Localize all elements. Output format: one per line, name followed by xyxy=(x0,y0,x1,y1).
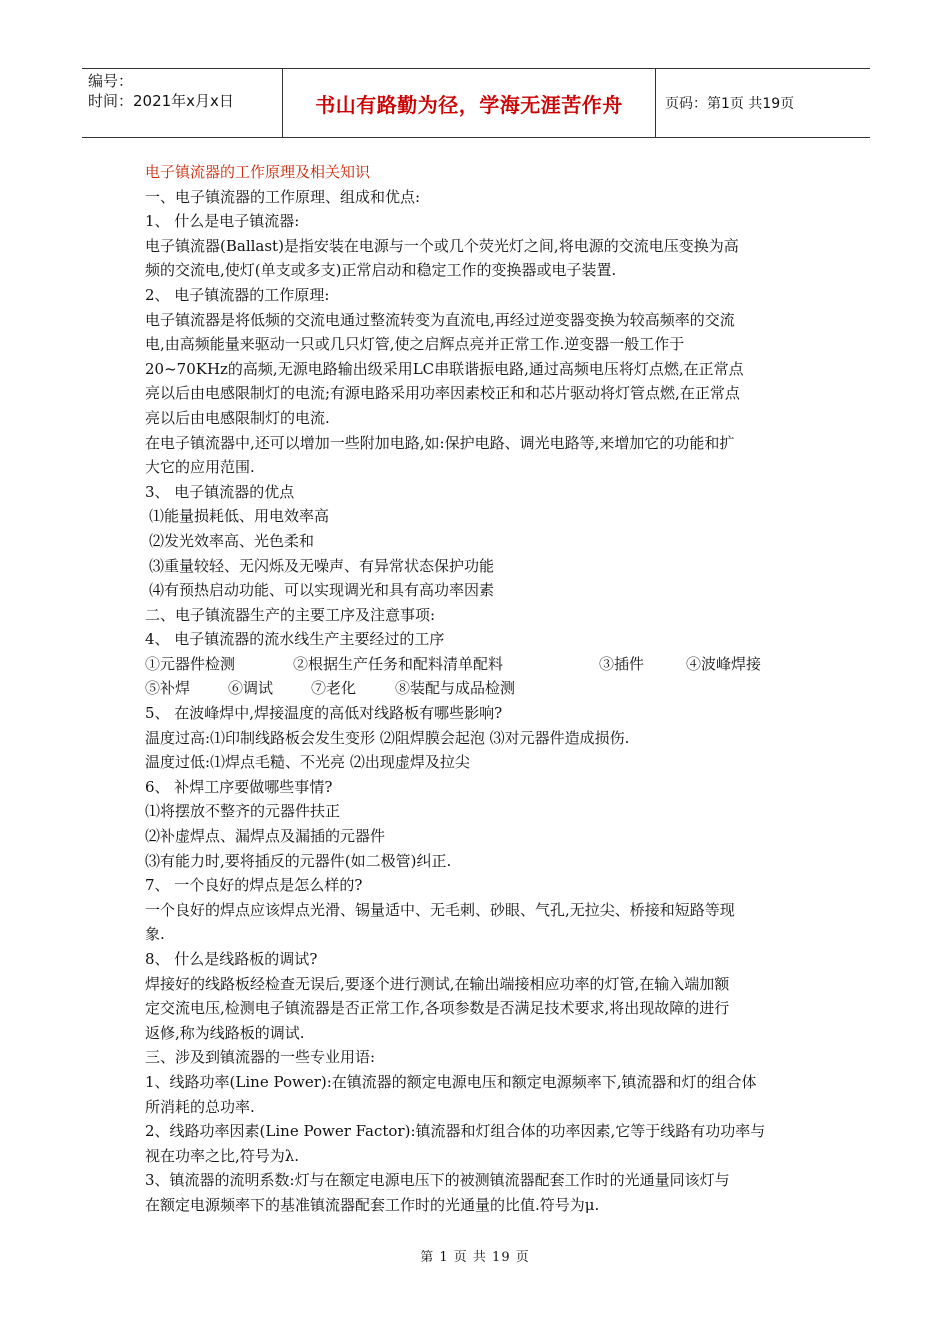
process-step: ⑤补焊 xyxy=(145,679,191,698)
text-line: 4、 电子镇流器的流水线生产主要经过的工序 xyxy=(145,630,445,649)
text-line: 2、线路功率因素(Line Power Factor):镇流器和灯组合体的功率因素,它等于线路有功功率与 xyxy=(145,1122,766,1141)
text-line: 1、线路功率(Line Power):在镇流器的额定电源电压和额定电源频率下,镇流器和灯的组合体 xyxy=(145,1072,757,1091)
text-line: 定交流电压,检测电子镇流器是否正常工作,各项参数是否满足技术要求,将出现故障的进行 xyxy=(145,999,730,1018)
text-line: 二、电子镇流器生产的主要工序及注意事项: xyxy=(145,605,436,624)
text-line: 3、镇流器的流明系数:灯与在额定电源电压下的被测镇流器配套工作时的光通量同该灯与 xyxy=(145,1171,730,1190)
header-left-cell xyxy=(82,69,282,139)
process-row-2 xyxy=(145,676,807,701)
process-row-1 xyxy=(145,652,807,677)
text-line: 一个良好的焊点应该焊点光滑、锡量适中、无毛刺、砂眼、气孔,无拉尖、桥接和短路等现 xyxy=(145,900,735,919)
text-line: ⑵发光效率高、光色柔和 xyxy=(149,531,315,550)
text-line: 象. xyxy=(145,925,165,944)
text-line: ⑵补虚焊点、漏焊点及漏插的元器件 xyxy=(145,827,386,846)
text-line: 5、 在波峰焊中,焊接温度的高低对线路板有哪些影响? xyxy=(145,704,503,723)
process-step: ①元器件检测 xyxy=(145,654,236,673)
text-line: 电,由高频能量来驱动一只或几只灯管,使之启辉点亮并正常工作.逆变器一般工作于 xyxy=(145,335,685,354)
text-line: 亮以后由电感限制灯的电流;有源电路采用功率因素校正和和芯片驱动将灯管点燃,在正常点 xyxy=(145,384,740,403)
time-label: 时间：2021年x月x日 xyxy=(88,92,234,110)
text-line: 频的交流电,使灯(单支或多支)正常启动和稳定工作的变换器或电子装置. xyxy=(145,261,617,280)
number-label: 编号： xyxy=(88,72,134,90)
text-line: 电子镇流器(Ballast)是指安装在电源与一个或几个荧光灯之间,将电源的交流电压变换为高 xyxy=(145,236,739,255)
section-lines-2 xyxy=(145,701,807,1217)
text-line: ⑶重量较轻、无闪烁及无噪声、有异常状态保护功能 xyxy=(149,556,495,575)
page-number-label: 页码：第1页 共19页 xyxy=(665,96,795,112)
header-motto: 书山有路勤为径，学海无涯苦作舟 xyxy=(315,92,623,117)
text-line: 2、 电子镇流器的工作原理: xyxy=(145,285,330,304)
header-middle-cell xyxy=(282,69,656,137)
text-line: ⑴能量损耗低、用电效率高 xyxy=(149,507,330,526)
text-line: 3、 电子镇流器的优点 xyxy=(145,482,295,501)
text-line: 20~70KHz的高频,无源电路输出级采用LC串联谐振电路,通过高频电压将灯点燃,在正常点 xyxy=(145,359,744,378)
text-line: 大它的应用范围. xyxy=(145,458,255,477)
text-line: 亮以后由电感限制灯的电流. xyxy=(145,408,330,427)
document-body xyxy=(145,160,807,1218)
text-line: 返修,称为线路板的调试. xyxy=(145,1023,305,1042)
text-line: 1、 什么是电子镇流器: xyxy=(145,212,300,231)
text-line: 电子镇流器是将低频的交流电通过整流转变为直流电,再经过逆变器变换为较高频率的交流 xyxy=(145,310,735,329)
text-line: 在电子镇流器中,还可以增加一些附加电路,如:保护电路、调光电路等,来增加它的功能和扩 xyxy=(145,433,735,452)
page-header xyxy=(82,68,870,138)
process-step: ⑧装配与成品检测 xyxy=(395,679,516,698)
text-line: 三、涉及到镇流器的一些专业用语: xyxy=(145,1048,376,1067)
process-step: ④波峰焊接 xyxy=(686,654,762,673)
process-step: ⑥调试 xyxy=(228,679,274,698)
process-step: ⑦老化 xyxy=(311,679,357,698)
text-line: ⑶有能力时,要将插反的元器件(如二极管)纠正. xyxy=(145,851,452,870)
text-line: 一、电子镇流器的工作原理、组成和优点: xyxy=(145,187,421,206)
text-line: 焊接好的线路板经检查无误后,要逐个进行测试,在输出端接相应功率的灯管,在输入端加额 xyxy=(145,974,730,993)
text-line: ⑴将摆放不整齐的元器件扶正 xyxy=(145,802,341,821)
document-title: 电子镇流器的工作原理及相关知识 xyxy=(145,163,371,181)
text-line: 8、 什么是线路板的调试? xyxy=(145,950,318,968)
text-line: 在额定电源频率下的基准镇流器配套工作时的光通量的比值.符号为μ. xyxy=(145,1195,600,1214)
text-line: 所消耗的总功率. xyxy=(145,1097,255,1116)
process-step: ③插件 xyxy=(599,654,645,673)
header-right-cell xyxy=(655,69,880,137)
page-footer: 第 1 页 共 19 页 xyxy=(420,1250,530,1265)
text-line: 6、 补焊工序要做哪些事情? xyxy=(145,777,333,796)
text-line: 视在功率之比,符号为λ. xyxy=(145,1146,300,1165)
text-line: 7、 一个良好的焊点是怎么样的? xyxy=(145,876,363,895)
text-line: 温度过高:⑴印制线路板会发生变形 ⑵阻焊膜会起泡 ⑶对元器件造成损伤. xyxy=(145,728,630,747)
text-line: 温度过低:⑴焊点毛糙、不光亮 ⑵出现虚焊及拉尖 xyxy=(145,753,470,772)
process-step: ②根据生产任务和配料清单配料 xyxy=(293,654,504,673)
section-lines-1 xyxy=(145,185,807,652)
text-line: ⑷有预热启动功能、可以实现调光和具有高功率因素 xyxy=(149,581,495,600)
